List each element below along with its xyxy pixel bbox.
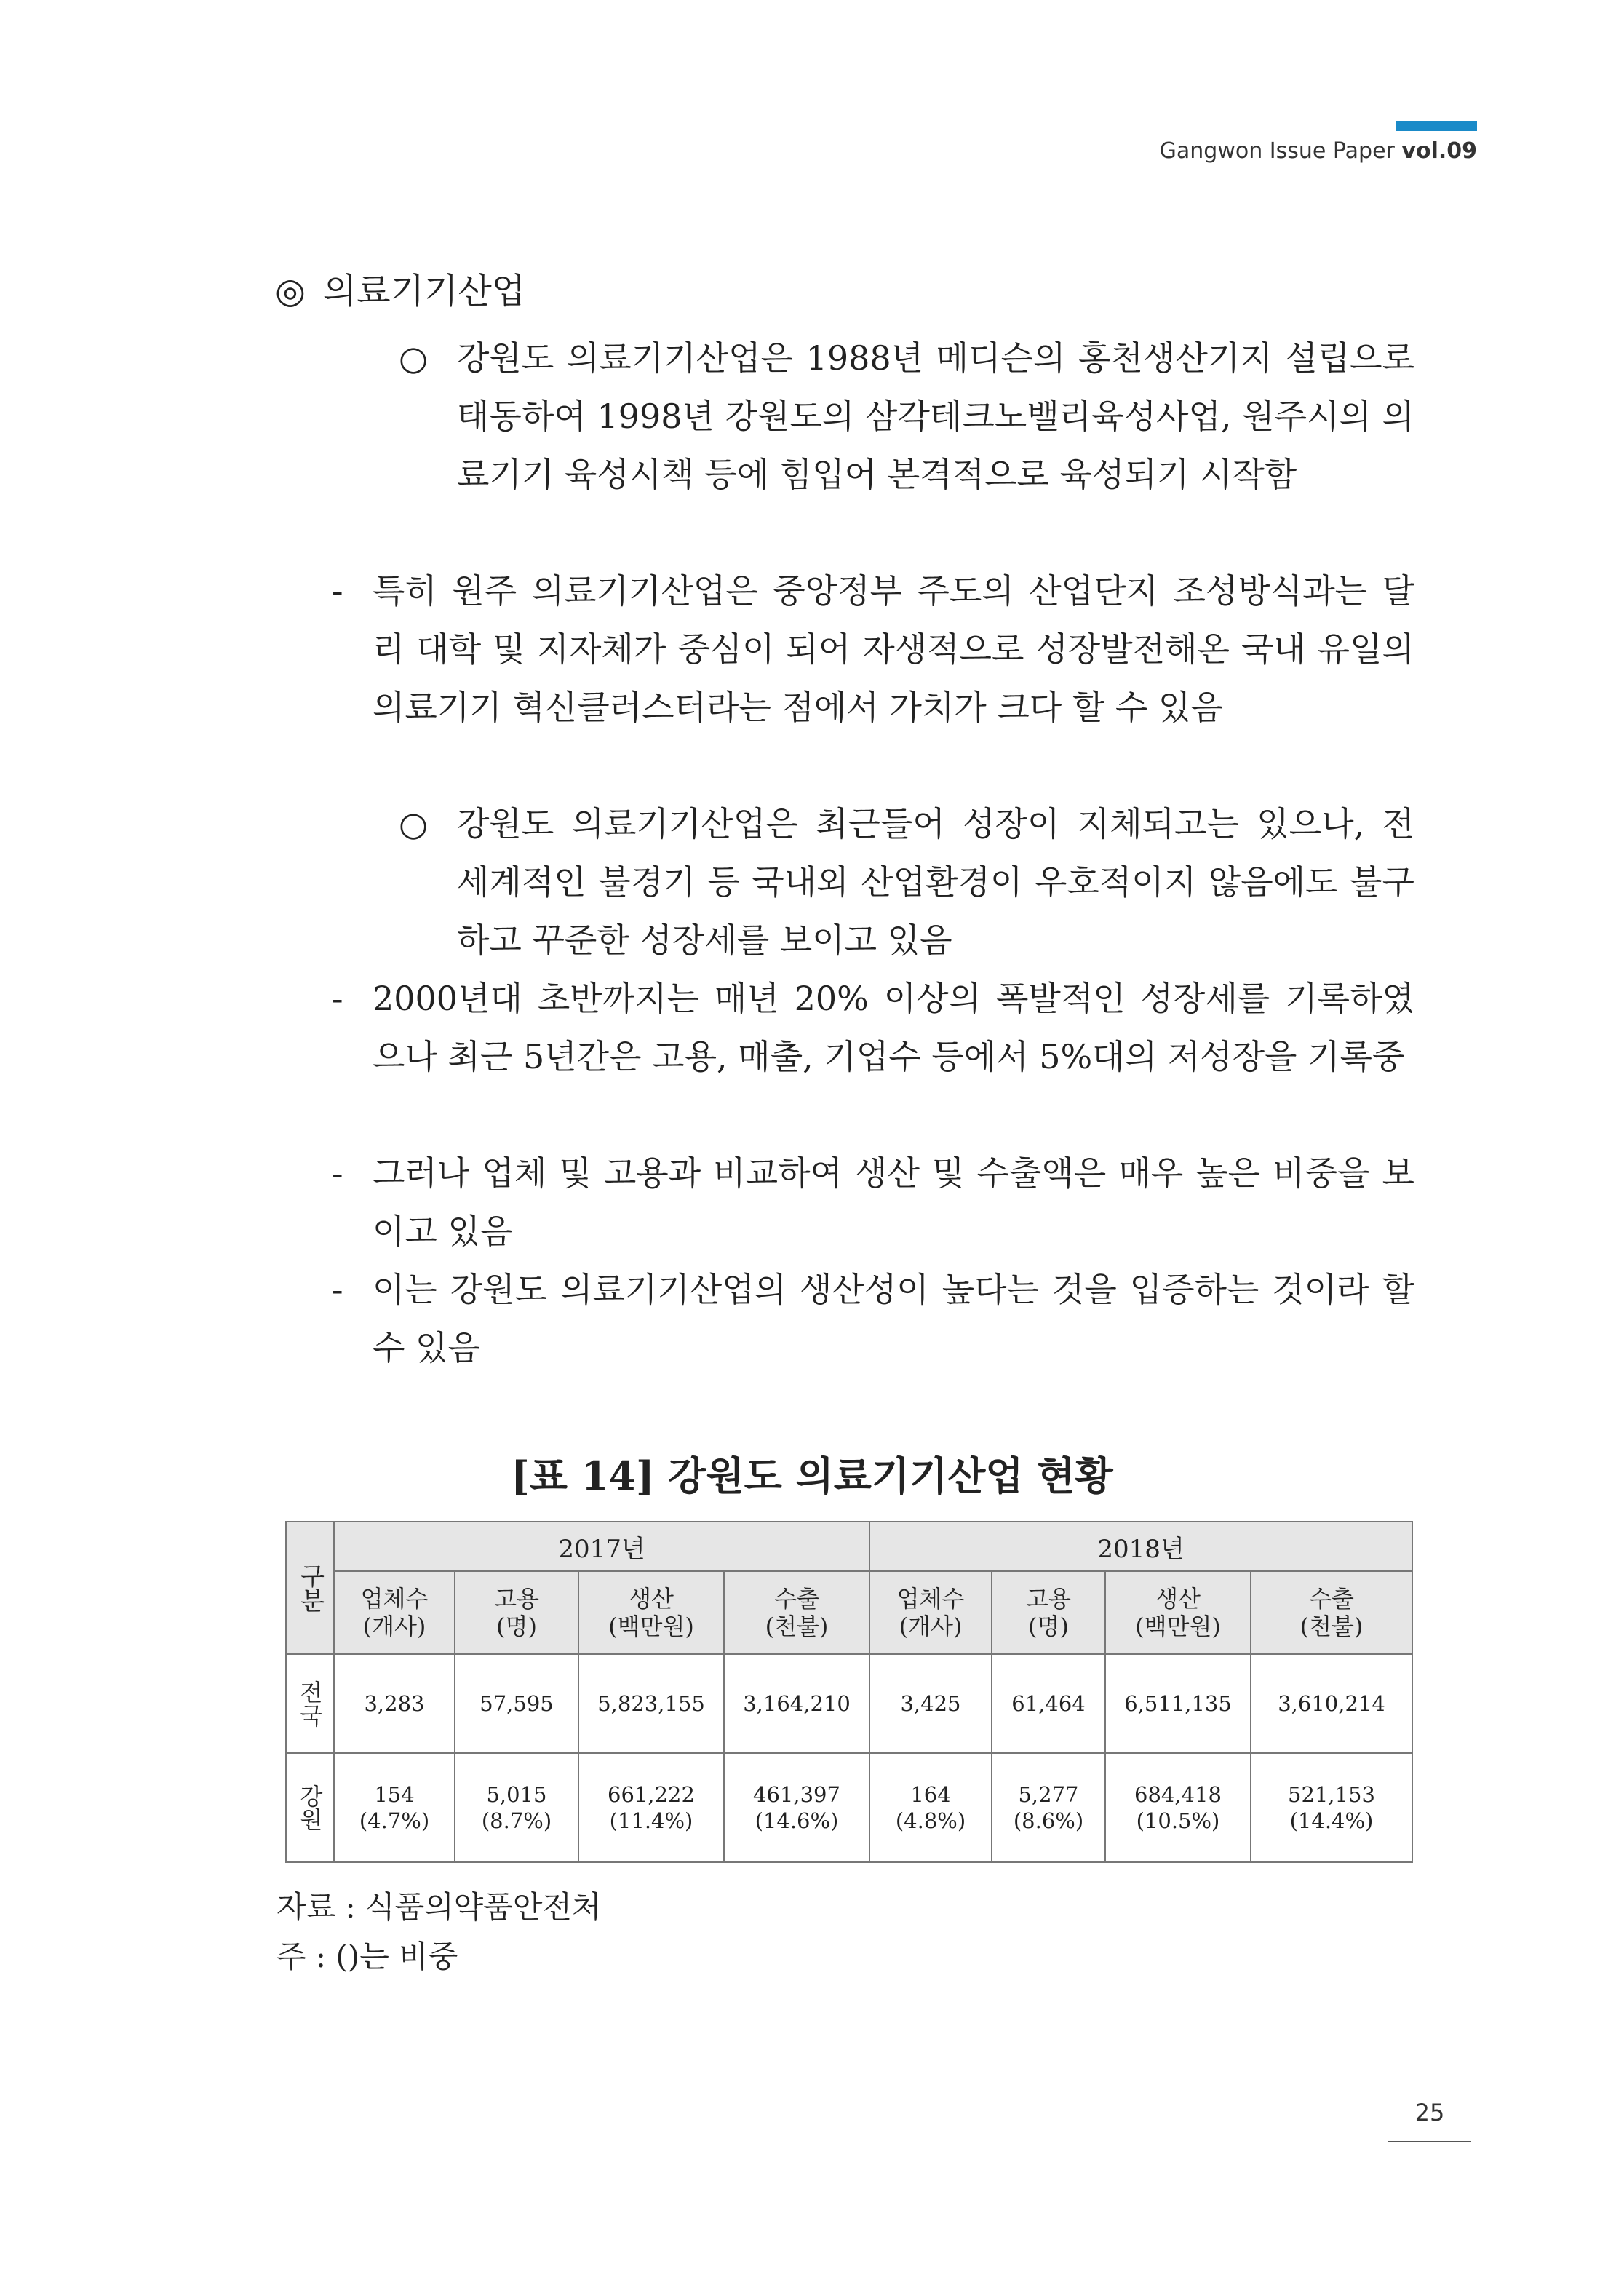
paragraph <box>399 795 1414 969</box>
table-cell: 154 (4.7%) <box>334 1753 455 1862</box>
table-cell: 3,610,214 <box>1251 1654 1412 1753</box>
industry-table <box>285 1521 1413 1863</box>
paragraph-text: 그러나 업체 및 고용과 비교하여 생산 및 수출액은 매우 높은 비중을 보이고 있음 <box>373 1153 1414 1251</box>
page-number-underline <box>1388 2141 1471 2142</box>
circle-bullet: ○ <box>399 804 429 843</box>
paragraph-text: 특히 원주 의료기기산업은 중앙정부 주도의 산업단지 조성방식과는 달리 대학 및 지자체가 중심이 되어 자생적으로 성장발전해온 국내 유일의 의료기기 혁신클러스터라는 점에서 가치가 크다 할 수 있음 <box>373 571 1414 727</box>
paragraph <box>332 969 1414 1086</box>
table-cell: 521,153 (14.4%) <box>1251 1753 1412 1862</box>
section-bullet: ◎ <box>275 271 306 311</box>
year-header: 2018년 <box>869 1522 1412 1571</box>
header-volume: vol.09 <box>1401 138 1477 164</box>
table-cell: 5,823,155 <box>578 1654 724 1753</box>
table-row <box>286 1753 1412 1862</box>
table-cell: 6,511,135 <box>1105 1654 1251 1753</box>
paragraph-text: 2000년대 초반까지는 매년 20% 이상의 폭발적인 성장세를 기록하였으나 최근 5년간은 고용, 매출, 기업수 등에서 5%대의 저성장을 기록중 <box>373 979 1414 1076</box>
row-label: 전국 <box>286 1654 334 1753</box>
circle-bullet: ○ <box>399 338 429 378</box>
source-note: 자료 : 식품의약품안전처 <box>276 1889 602 1925</box>
table-cell: 3,164,210 <box>724 1654 869 1753</box>
table-cell: 57,595 <box>455 1654 578 1753</box>
dash-bullet: - <box>332 571 343 611</box>
paragraph <box>399 329 1414 504</box>
table-caption: [표 14] 강원도 의료기기산업 현황 <box>511 1453 1113 1499</box>
column-header: 업체수 (개사) <box>334 1571 455 1654</box>
table-cell: 684,418 (10.5%) <box>1105 1753 1251 1862</box>
paragraph <box>332 562 1414 736</box>
running-header <box>1160 138 1477 164</box>
dash-bullet: - <box>332 979 343 1018</box>
column-header: 수출 (천불) <box>724 1571 869 1654</box>
corner-header: 구분 <box>286 1522 334 1654</box>
column-header: 고용 (명) <box>455 1571 578 1654</box>
column-header: 업체수 (개사) <box>869 1571 992 1654</box>
table-cell: 61,464 <box>992 1654 1105 1753</box>
table-cell: 164 (4.8%) <box>869 1753 992 1862</box>
table-cell: 3,425 <box>869 1654 992 1753</box>
table-cell: 461,397 (14.6%) <box>724 1753 869 1862</box>
column-header: 생산 (백만원) <box>578 1571 724 1654</box>
footnote: 주 : ()는 비중 <box>276 1939 458 1974</box>
row-label: 강원 <box>286 1753 334 1862</box>
paragraph <box>332 1260 1414 1377</box>
section-heading <box>275 269 525 313</box>
dash-bullet: - <box>332 1153 343 1193</box>
section-title: 의료기기산업 <box>322 271 526 311</box>
column-header: 수출 (천불) <box>1251 1571 1412 1654</box>
table-cell: 661,222 (11.4%) <box>578 1753 724 1862</box>
column-header: 고용 (명) <box>992 1571 1105 1654</box>
paragraph-text: 이는 강원도 의료기기산업의 생산성이 높다는 것을 입증하는 것이라 할 수 있음 <box>373 1270 1414 1367</box>
dash-bullet: - <box>332 1270 343 1309</box>
header-accent-bar <box>1396 121 1477 131</box>
table-cell: 5,015 (8.7%) <box>455 1753 578 1862</box>
table-cell: 5,277 (8.6%) <box>992 1753 1105 1862</box>
paragraph-text: 강원도 의료기기산업은 최근들어 성장이 지체되고는 있으나, 전 세계적인 불경기 등 국내외 산업환경이 우호적이지 않음에도 불구하고 꾸준한 성장세를 보이고 있음 <box>457 804 1414 960</box>
table-row <box>286 1654 1412 1753</box>
paragraph <box>332 1144 1414 1260</box>
table-cell: 3,283 <box>334 1654 455 1753</box>
year-header: 2017년 <box>334 1522 869 1571</box>
page-number: 25 <box>1414 2099 1445 2126</box>
paragraph-text: 강원도 의료기기산업은 1988년 메디슨의 홍천생산기지 설립으로 태동하여 1998년 강원도의 삼각테크노밸리육성사업, 원주시의 의료기기 육성시책 등에 힘입어 본격적으로 육성되기 시작함 <box>457 338 1414 494</box>
column-header: 생산 (백만원) <box>1105 1571 1251 1654</box>
header-series: Gangwon Issue Paper <box>1159 138 1402 164</box>
